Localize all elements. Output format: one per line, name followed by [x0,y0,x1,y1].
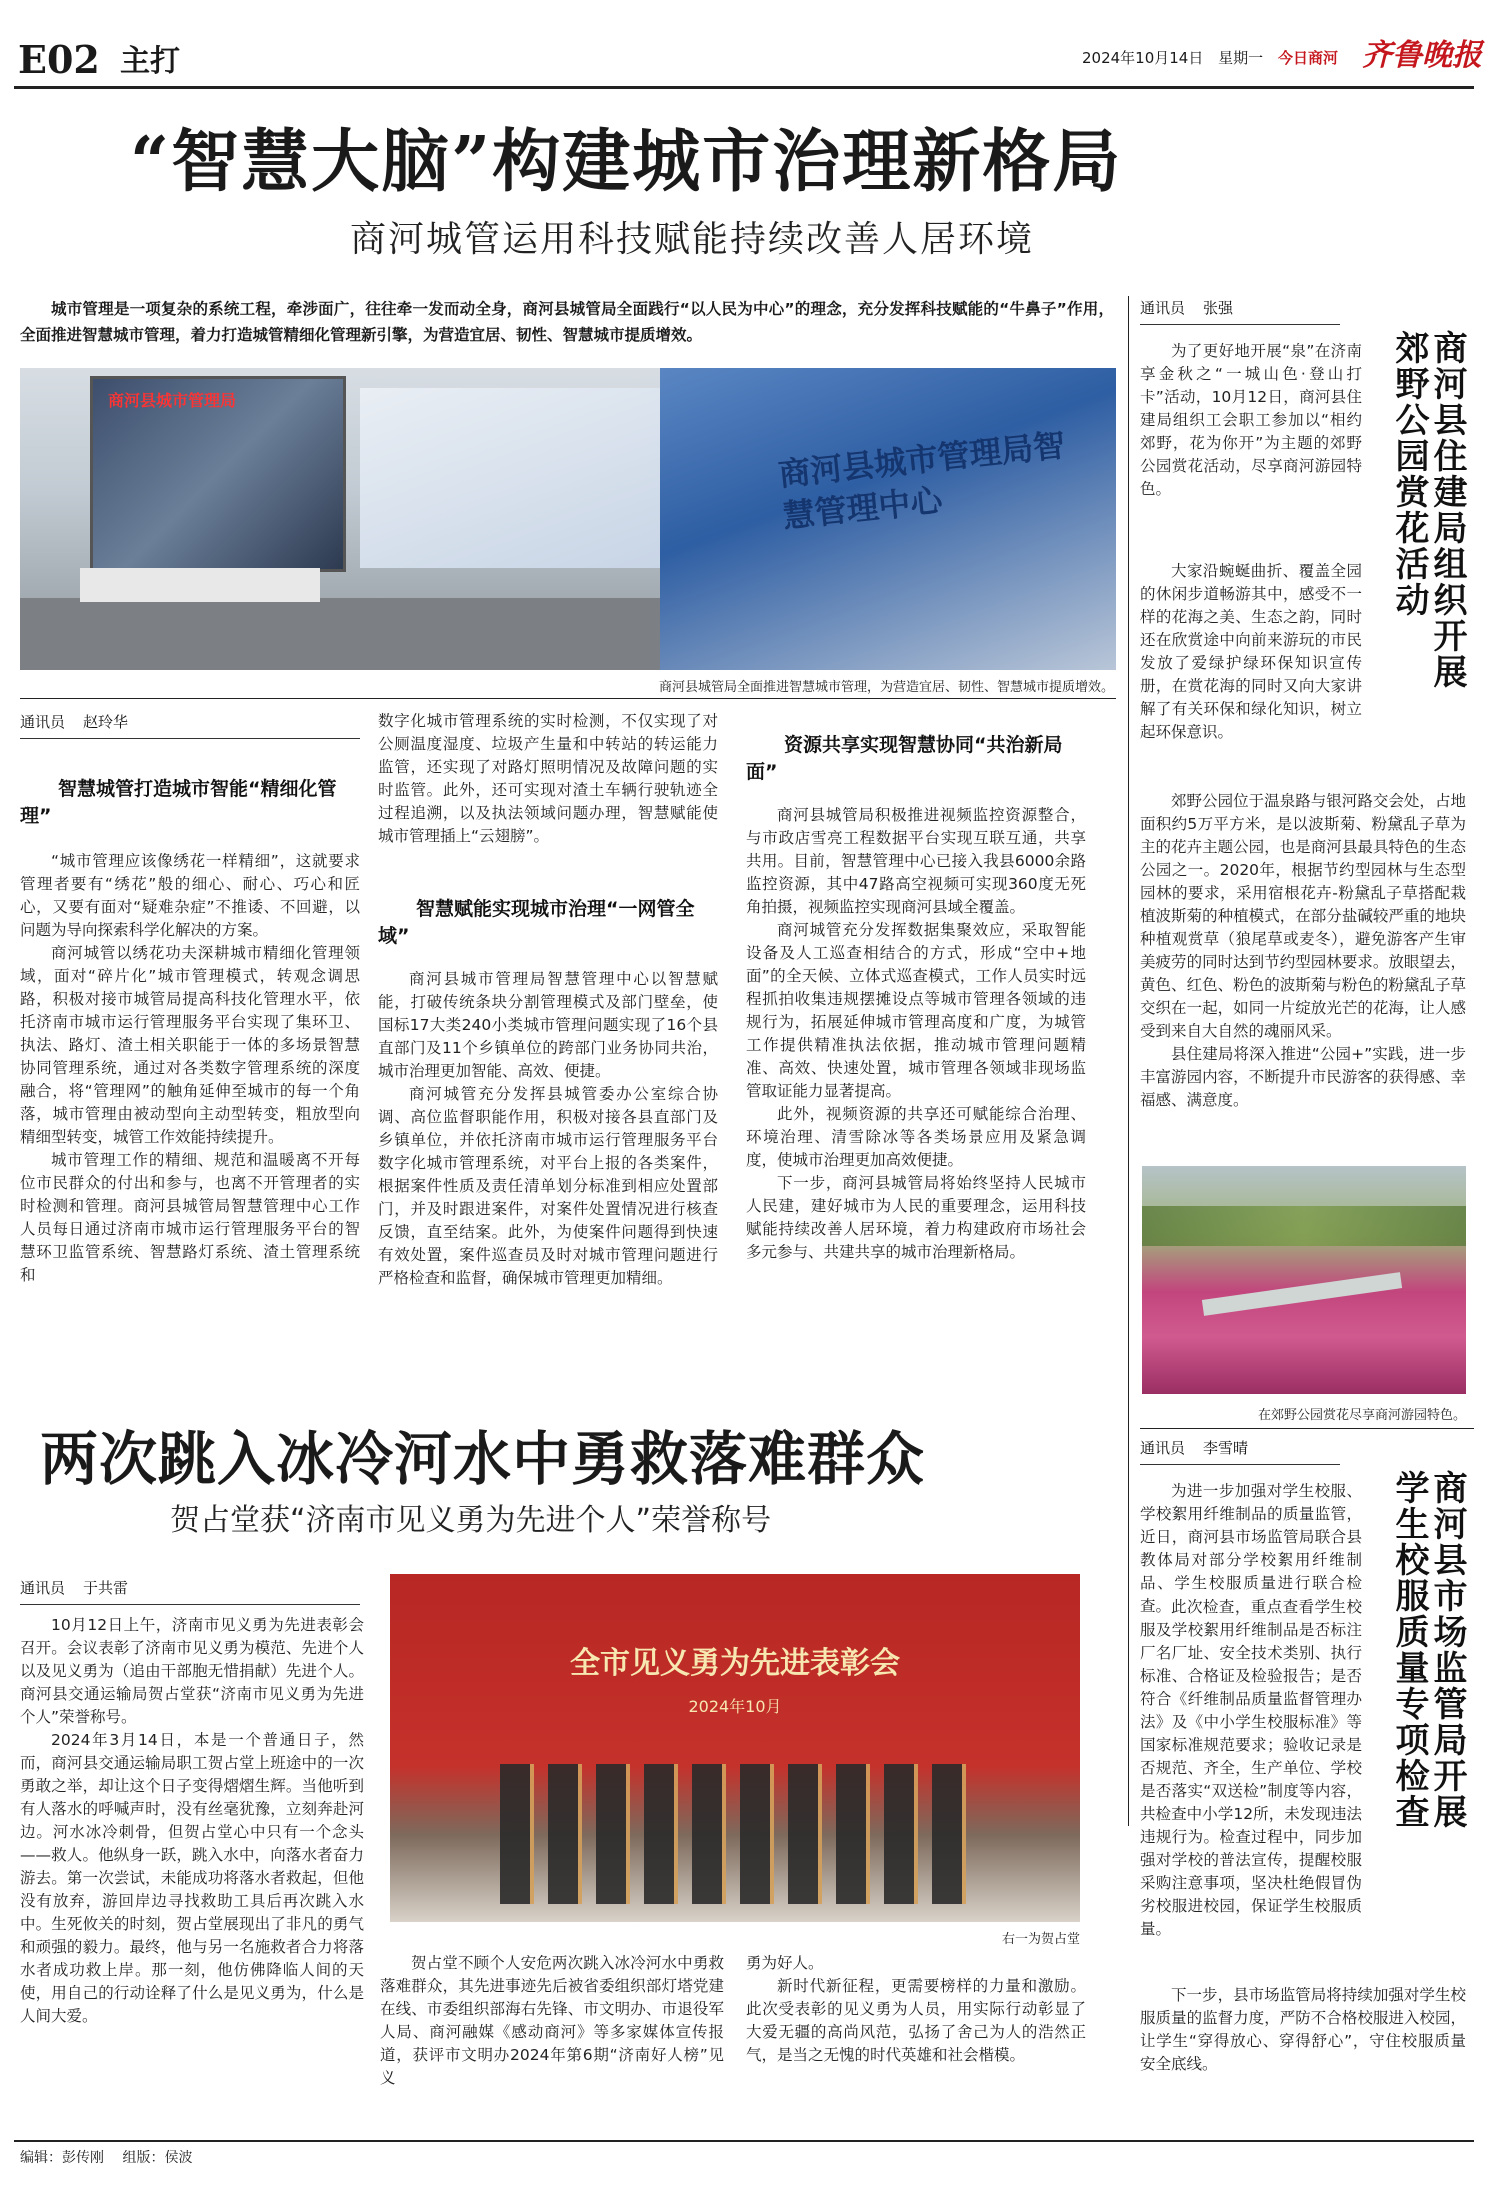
sidebar-bottom-title: 商河县市场监管局开展学生校服质量专项检查 [1389,1470,1467,1830]
footer-rule [14,2140,1474,2142]
sidebar-bottom-p1: 为进一步加强对学生校服、学校絮用纤维制品的质量监管，近日，商河县市场监管局联合县教体局对部分学校絮用纤维制品、学生校服质量进行联合检查。 [1140,1482,1362,1615]
section-code: E02 [18,37,100,82]
hero-col2-p1: 贺占堂不顾个人安危两次跳入冰冷河水中勇救落难群众，其先进事迹先后被省委组织部灯塔党建在线、市委组织部海右先锋、市文明办、市退役军人局、商河融媒《感动商河》等多家媒体宣传报道，获评市文明办2024年第6期“济南好人榜”见义 [380,1954,724,2087]
sidebar-top-p1: 为了更好地开展“泉”在济南享金秋之“一城山色·登山打卡”活动，10月12日，商河县住建局组织工会职工参加以“相约郊野，花为你开”为主题的郊野公园赏花活动，尽享商河游园特色。 [1140,342,1362,498]
lead-col3-p4: 下一步，商河县城管局将始终坚持人民城市人民建，建好城市为人民的重要理念，运用科技赋能持续改善人居环境，着力构建政府市场社会多元参与、共建共享的城市治理新格局。 [746,1174,1086,1261]
sidebar-top-byline-label: 通讯员 [1140,299,1186,317]
lead-col2 [378,968,718,1290]
sidebar-bottom-body2 [1140,1596,1362,1938]
photo-screen-text: 商河县城市管理局 [108,391,237,410]
sidebar-mid-rule [1140,1428,1474,1429]
photo-path [1202,1272,1402,1316]
lead-col3 [746,804,1086,1264]
sidebar-top-body3 [1140,790,1466,1112]
lead-byline-label: 通讯员 [20,713,66,731]
smart-center-photo [20,368,1116,670]
lead-photo-caption: 商河县城管局全面推进智慧城市管理，为营造宜居、韧性、智慧城市提质增效。 [658,680,1114,695]
lead-byline [20,710,360,739]
lead-col2-p1: 数字化城市管理系统的实时检测，不仅实现了对公厕温度湿度、垃圾产生量和中转站的转运能力监管，还实现了对路灯照明情况及故障问题的实时监管。此外，还可实现对渣土车辆行驶轨迹全过程追溯，以及执法领域问题办理，智慧赋能使城市管理插上“云翅膀”。 [378,712,718,845]
hero-byline [20,1576,360,1605]
issue-weekday: 星期一 [1218,49,1264,67]
layout-name: 侯波 [164,2150,193,2166]
lead-col2-top [378,710,718,848]
section-name: 主打 [120,44,180,79]
hero-col3-p2: 新时代新征程，更需要榜样的力量和激励。此次受表彰的见义勇为人员，用实际行动彰显了大爱无疆的高尚风范，弘扬了舍己为人的浩然正气，是当之无愧的时代英雄和社会楷模。 [746,1977,1086,2064]
column-name: 今日商河 [1277,49,1338,67]
header-date [1082,48,1338,68]
hero-col1 [20,1614,364,2028]
lead-title: “智慧大脑”构建城市治理新格局 [130,122,1123,202]
sidebar-bottom-body3 [1140,1984,1466,2076]
hero-col2 [380,1952,724,2090]
footer-credits [20,2148,192,2168]
sidebar-bottom-p2: 此次检查，重点查看学生校服及学校絮用纤维制品是否标注厂名厂址、安全技术类别、执行标准、合格证及检验报告；是否符合《纤维制品质量监督管理办法》及《中小学生校服标准》等国家标准规范要求；验收记录是否规范、齐全，生产单位、学校是否落实“双送检”制度等内容，共检查中小学12所，未发现违法违规行为。检查过程中，同步加强对学校的普法宣传，提醒校服采购注意事项，坚决杜绝假冒伪劣校服进校园，保证学生校服质量。 [1140,1598,1362,1938]
sidebar-top-p2: 大家沿蜿蜒曲折、覆盖全园的休闲步道畅游其中，感受不一样的花海之美、生态之韵，同时还在欣赏途中向前来游玩的市民发放了爱绿护绿环保知识宣传册，在赏花海的同时又向大家讲解了有关环保和绿化知识，树立起环保意识。 [1140,562,1362,741]
flower-photo-caption: 在郊野公园赏花尽享商河游园特色。 [1257,1408,1466,1423]
masthead-logo: 齐鲁晚报 [1362,38,1482,73]
hero-col3-p1: 勇为好人。 [746,1954,824,1972]
lead-intro: 城市管理是一项复杂的系统工程，牵涉面广，往往牵一发而动全身，商河县城管局全面践行“以人民为中心”的理念，充分发挥科技赋能的“牛鼻子”作用，全面推进智慧城市管理，着力打造城管精细化管理新引擎，为营造宜居、韧性、智慧城市提质增效。 [20,300,1114,344]
photo-wall-panel [360,388,660,568]
lead-col3-head: 资源共享实现智慧协同“共治新局面” [746,734,1063,783]
lead-col1-p2: 商河城管以绣花功夫深耕城市精细化管理领域，面对“碎片化”城市管理模式，转观念调思路，积极对接市城管局提高科技化管理水平，依托济南市城市运行管理服务平台实现了集环卫、执法、路灯、渣土相关职能于一体的多场景智慧协同管理系统，通过对各类数字管理系统的深度融合，将“管理网”的触角延伸至城市的每一个角落，城市管理由被动型向主动型转变，粗放型向精细型转变，城管工作效能持续提升。 [20,944,360,1146]
sidebar-top-title: 商河县住建局组织开展郊野公园赏花活动 [1389,330,1467,690]
issue-date: 2024年10月14日 [1082,49,1204,67]
sidebar-top-byline [1140,296,1340,325]
lead-col2-head: 智慧赋能实现城市治理“一网管全域” [378,898,695,947]
sidebar-top-byline-name: 张强 [1203,299,1234,317]
lead-col1-p3: 城市管理工作的精细、规范和温暖离不开每位市民群众的付出和参与，也离不开管理者的实时检测和管理。商河县城管局智慧管理中心工作人员每日通过济南市城市运行管理服务平台的智慧环卫监管系统、智慧路灯系统、渣土管理系统和 [20,1151,360,1284]
lead-col1-head: 智慧城管打造城市智能“精细化管理” [20,778,337,827]
sidebar-top-p3: 郊野公园位于温泉路与银河路交会处，占地面积约5万平方米，是以波斯菊、粉黛乱子草为主的花卉主题公园，也是商河县最具特色的生态公园之一。2020年，根据节约型园林与生态型园林的要求，采用宿根花卉-粉黛乱子草搭配栽植波斯菊的种植模式，在部分盐碱较严重的地块种植观赏草（狼尾草或麦冬），避免游客产生审美疲劳的同时达到节约型园林要求。放眼望去，黄色、红色、粉色的波斯菊与粉色的粉黛乱子草交织在一起，如同一片绽放光芒的花海，让人感受到来自大自然的魂丽风采。 [1140,792,1466,1040]
photo-people-row [500,1764,980,1904]
layout-label: 组版： [122,2150,165,2166]
lead-col3-p1: 商河县城管局积极推进视频监控资源整合，与市政店雪亮工程数据平台实现互联互通，共享共用。目前，智慧管理中心已接入我县6000余路监控资源，其中47路高空视频可实现360度无死角拍摄，视频监控实现商河县域全覆盖。 [746,806,1086,916]
lead-byline-name: 赵玲华 [83,713,129,731]
photo-trees [1142,1206,1466,1246]
editor-label: 编辑： [20,2150,62,2166]
editor-name: 彭传刚 [62,2150,104,2166]
hero-byline-label: 通讯员 [20,1579,66,1597]
lead-col1-p1: “城市管理应该像绣花一样精细”，这就要求管理者要有“绣花”般的细心、耐心、巧心和匠心，又要有面对“疑难杂症”不推诿、不回避，以问题为导向探索科学化解决的方案。 [20,852,360,939]
sidebar-top-p4: 县住建局将深入推进“公园+”实践，进一步丰富游园内容，不断提升市民游客的获得感、幸福感、满意度。 [1140,1045,1466,1109]
hero-col3 [746,1952,1086,2067]
lead-subtitle: 商河城管运用科技赋能持续改善人居环境 [350,219,1035,260]
hero-byline-name: 于共雷 [83,1579,129,1597]
sidebar-top-body2 [1140,560,1362,744]
header-rule [14,86,1474,89]
photo-sign-text: 商河县城市管理局智慧管理中心 [776,425,1068,536]
sidebar-divider [1128,296,1129,1826]
hero-col1-p2: 2024年3月14日，本是一个普通日子，然而，商河县交通运输局职工贺占堂上班途中的一次勇敢之举，却让这个日子变得熠熠生辉。当他听到有人落水的呼喊声时，没有丝毫犹豫，立刻奔赴河边。河水冰冷刺骨，但贺占堂心中只有一个念头——救人。他纵身一跃，跳入水中，向落水者奋力游去。第一次尝试，未能成功将落水者救起，但他没有放弃，游回岸边寻找救助工具后再次跳入水中。生死攸关的时刻，贺占堂展现出了非凡的勇气和顽强的毅力。最终，他与另一名施救者合力将落水者成功救上岸。那一刻，他仿佛降临人间的天使，用自己的行动诠释了什么是见义勇为，什么是人间大爱。 [20,1731,364,2025]
award-ceremony-photo [390,1574,1080,1922]
hero-col1-p1: 10月12日上午，济南市见义勇为先进表彰会召开。会议表彰了济南市见义勇为模范、先进个人以及见义勇为（追由干部胞无惜捐献）先进个人。商河县交通运输局贺占堂获“济南市见义勇为先进个人”荣誉称号。 [20,1616,364,1726]
lead-col3-p3: 此外，视频资源的共享还可赋能综合治理、环境治理、清雪除冰等各类场景应用及紧急调度，使城市治理更加高效便捷。 [746,1105,1086,1169]
sidebar-top-body [1140,340,1362,501]
lead-col1 [20,850,360,1287]
photo-banner-text: 全市见义勇为先进表彰会 [570,1646,900,1681]
lead-col2-p3: 商河城管充分发挥县城管委办公室综合协调、高位监督职能作用，积极对接各县直部门及乡镇单位，并依托济南市城市运行管理服务平台数字化城市管理系统，对平台上报的各类案件，根据案件性质及责任清单划分标准到相应处置部门，并及时跟进案件，对案件处置情况进行核查反馈，直至结案。此外，为使案件问题得到快速有效处置，案件巡查员及时对城市管理问题进行严格检查和监督，确保城市管理更加精细。 [378,1085,718,1287]
sidebar-bottom-byline-label: 通讯员 [1140,1439,1186,1457]
lead-col3-p2: 商河城管充分发挥数据集聚效应，采取智能设备及人工巡查相结合的方式，形成“空中+地面”的全天候、立体式巡查模式，工作人员实时远程抓拍收集违规摆摊设点等城市管理各领域的违规行为，拓展延伸城市管理高度和广度，为城管工作提供精准执法依据，推动城市管理问题精准、高效、快速处置，城市管理各领域非现场监管取证能力显著提高。 [746,921,1086,1100]
photo-desk [80,568,320,602]
sidebar-bottom-p3: 下一步，县市场监管局将持续加强对学生校服质量的监督力度，严防不合格校服进入校园，让学生“穿得放心、穿得舒心”，守住校服质量安全底线。 [1140,1986,1466,2073]
sidebar-bottom-p2-lead [1140,1596,1362,1938]
hero-photo-caption: 右一为贺占堂 [1001,1932,1080,1947]
photo-floor [20,598,660,670]
hero-subtitle: 贺占堂获“济南市见义勇为先进个人”荣誉称号 [170,1503,772,1538]
flower-park-photo [1142,1166,1466,1394]
lead-col2-p2: 商河县城市管理局智慧管理中心以智慧赋能，打破传统条块分割管理模式及部门壁垒，使国标17大类240小类城市管理问题实现了16个县直部门及11个乡镇单位的跨部门业务协同共治，城市治理更加智能、高效、便捷。 [378,970,718,1080]
hero-title: 两次跳入冰冷河水中勇救落难群众 [40,1425,926,1493]
sidebar-bottom-byline [1140,1436,1340,1465]
photo-banner-date: 2024年10月 [688,1697,782,1716]
lead-photo-rule [20,698,1116,699]
sidebar-bottom-byline-name: 李雪晴 [1203,1439,1249,1457]
